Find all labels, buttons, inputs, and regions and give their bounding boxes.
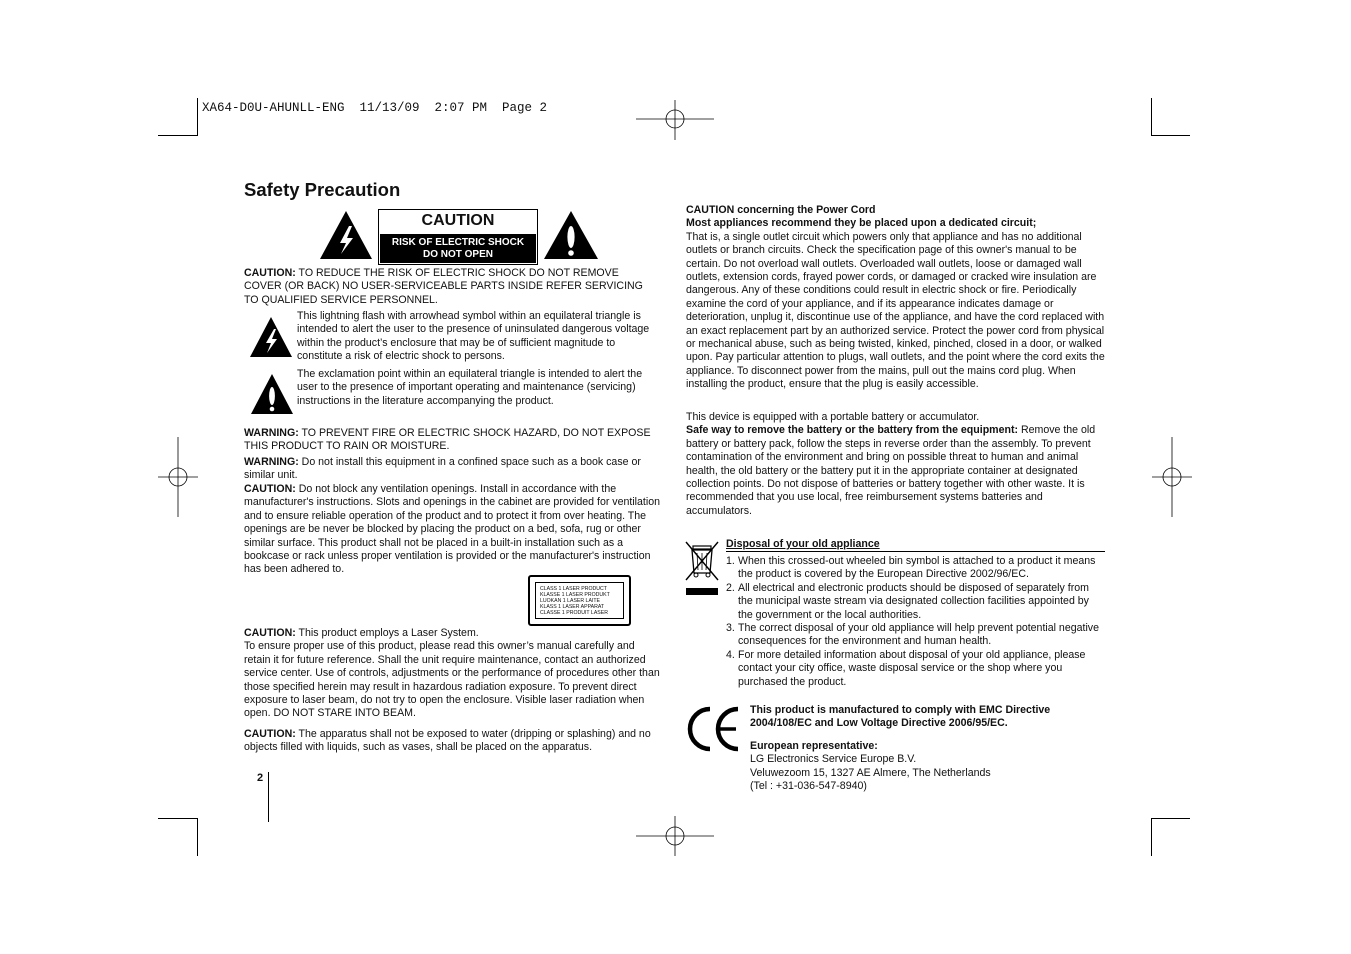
caution-line-2: DO NOT OPEN — [422, 248, 493, 260]
lightning-explanation: This lightning flash with arrowhead symbol within an equilateral triangle is intended to alert the user to the presence of uninsulated dangerous voltage within the product’s enclosure that may be of sufficient magnitude to constitute a risk of electric shock to persons. — [297, 310, 650, 363]
caution-1-label: CAUTION: — [244, 267, 296, 279]
laser-line: LUOKAN 1 LASER LAITE — [540, 597, 600, 604]
caution-3-text: This product employs a Laser System. — [295, 627, 479, 639]
power-cord-section — [686, 204, 1106, 392]
emc-statement: This product is manufactured to comply with EMC Directive 2004/108/EC and Low Voltage Directive 2006/95/EC. — [750, 704, 1051, 730]
disposal-item-text: All electrical and electronic products should be disposed of separately from the municipal waste stream via designated collection facilities appointed by the government or the local authorities. — [738, 581, 1089, 621]
caution-label-box — [378, 209, 538, 265]
disposal-item-number: 4. — [726, 648, 735, 661]
registration-mark-left — [158, 437, 198, 517]
caution-paragraph-4 — [244, 728, 662, 755]
disposal-item — [726, 582, 1106, 622]
ce-mark-icon — [684, 705, 742, 753]
crop-mark — [197, 818, 198, 856]
power-cord-text: That is, a single outlet circuit which powers only that appliance and has no additional outlets or branch circuits. Check the specification page of this owner's manual to be certain. Do not overload wall outlets. Overloaded wall outlets, loose or damaged wall outlets, extension cords, frayed power cords, or damaged or cracked wire insulation are dangerous. Any of these conditions could result in electric shock or fire. Periodically examine the cord of your appliance, and if its appearance indicates damage or deterioration, unplug it, discontinue use of the appliance, and have the cord replaced with an exact replacement part by an authorized service. Protect the power cord from physical or mechanical abuse, such as being twisted, kinked, pinched, closed in a door, or walked upon. Pay particular attention to plugs, wall outlets, and the point where the cord exits the appliance. To disconnect power from the mains, pull out the mains cord plug. When installing the product, ensure that the plug is easily accessible. — [686, 230, 1105, 391]
laser-line: CLASSE 1 PRODUIT LASER — [540, 609, 608, 616]
caution-paragraph-2 — [244, 483, 664, 577]
disposal-item-number: 3. — [726, 622, 735, 635]
laser-class-label — [528, 575, 631, 626]
laser-line: KLASS 1 LASER APPARAT — [540, 603, 605, 610]
battery-paragraph — [686, 424, 1106, 518]
european-representative — [750, 740, 1100, 794]
caution-3-line — [244, 627, 662, 640]
caution-4-text: The apparatus shall not be exposed to water (dripping or splashing) and no objects filled with liquids, such as vases, shall be placed on the apparatus. — [244, 728, 651, 754]
page-number: 2 — [257, 772, 264, 784]
caution-4-label: CAUTION: — [244, 728, 296, 740]
page-edge-line — [268, 772, 269, 822]
crop-mark — [1151, 98, 1152, 136]
disposal-list — [726, 555, 1106, 689]
lightning-triangle-small-icon — [249, 316, 293, 358]
warning-2-text: Do not install this equipment in a confined space such as a book case or similar unit. — [244, 456, 641, 482]
power-cord-subheading: Most appliances recommend they be placed upon a dedicated circuit; — [686, 217, 1037, 230]
crop-mark — [1151, 135, 1190, 136]
disposal-item-text: The correct disposal of your old appliance will help prevent potential negative consequences for the environment and human health. — [738, 622, 1099, 648]
crop-mark — [158, 135, 197, 136]
disposal-item-text: For more detailed information about disposal of your old appliance, please contact your city office, waste disposal service or the shop where you purchased the product. — [738, 648, 1086, 688]
power-cord-heading: CAUTION concerning the Power Cord — [686, 204, 876, 216]
battery-section — [686, 411, 1106, 518]
caution-1-text: TO REDUCE THE RISK OF ELECTRIC SHOCK DO NOT REMOVE COVER (OR BACK) NO USER-SERVICEABLE PARTS INSIDE REFER SERVICING TO QUALIFIED SERVICE PERSONNEL. — [244, 267, 643, 306]
caution-line-1: RISK OF ELECTRIC SHOCK — [391, 237, 525, 248]
warning-1-label: WARNING: — [244, 427, 299, 439]
laser-line: CLASS 1 LASER PRODUCT — [540, 586, 607, 592]
caution-3-label: CAUTION: — [244, 627, 296, 639]
disposal-item-number: 2. — [726, 581, 735, 594]
exclamation-triangle-small-icon — [250, 373, 294, 415]
laser-class-label-inner — [535, 582, 624, 619]
disposal-item-number: 1. — [726, 555, 735, 567]
rep-heading: European representative: — [750, 740, 878, 752]
crop-mark — [158, 818, 197, 819]
laser-line: KLASSE 1 LASER PRODUKT — [540, 591, 610, 598]
exclamation-explanation: The exclamation point within an equilateral triangle is intended to alert the user to the presence of important operating and maintenance (servicing) instructions in the literature accompanying the product. — [297, 368, 643, 407]
caution-paragraph-1 — [244, 267, 659, 307]
warning-paragraph-1 — [244, 427, 659, 454]
battery-label: Safe way to remove the battery or the battery from the equipment: — [686, 424, 1019, 437]
print-slug: XA64-D0U-AHUNLL-ENG 11/13/09 2:07 PM Page 2 — [202, 101, 548, 115]
registration-mark-bottom — [636, 816, 714, 856]
battery-intro: This device is equipped with a portable battery or accumulator. — [686, 411, 980, 423]
caution-paragraph-3 — [244, 627, 662, 721]
rep-line: Veluwezoom 15, 1327 AE Almere, The Netherlands — [750, 766, 991, 779]
battery-text: Remove the old battery or battery pack, follow the steps in reverse order than the assembly. To prevent contamination of the environment and bring on possible threat to human and animal health, the old battery or the battery put it in the appropriate container at designated collection points. Do not dispose of batteries or battery together with other waste. It is recommended that you use local, free reimbursement systems batteries and accumulators. — [686, 424, 1096, 517]
caution-2-label: CAUTION: — [244, 483, 296, 495]
crossed-out-bin-icon — [684, 540, 720, 598]
disposal-item — [726, 622, 1106, 649]
caution-2-text: Do not block any ventilation openings. Install in accordance with the manufacturer's instructions. Slots and openings in the cabinet are provided for ventilation and to ensure reliable operation of the product and to protect it from over heating. The openings are be never be blocked by placing the product on a bed, sofa, rug or other similar surface. This product shall not be placed in a built-in installation such as a bookcase or rack unless proper ventilation is provided or the manufacturer's instruction has been adhered to. — [244, 483, 661, 576]
disposal-list-container — [726, 555, 1106, 689]
crop-mark — [197, 98, 198, 136]
warning-2-label: WARNING: — [244, 456, 299, 468]
registration-mark-top — [636, 100, 714, 140]
crop-mark — [1151, 818, 1152, 856]
exclamation-triangle-icon — [543, 210, 599, 260]
caution-shock-warning — [380, 234, 536, 263]
disposal-item — [726, 649, 1106, 689]
caution-heading: CAUTION — [421, 212, 495, 229]
registration-mark-right — [1152, 437, 1192, 517]
page-title: Safety Precaution — [244, 179, 401, 200]
warning-paragraph-2 — [244, 456, 662, 483]
disposal-item-text: When this crossed-out wheeled bin symbol is attached to a product it means the product is covered by the European Directive 2002/96/EC. — [738, 555, 1096, 581]
rep-line: LG Electronics Service Europe B.V. — [750, 753, 917, 766]
crop-mark — [1151, 818, 1190, 819]
caution-3-body: To ensure proper use of this product, please read this owner’s manual carefully and retain it for future reference. Shall the unit require maintenance, contact an authorized service center. Use of controls, adjustments or the performance of procedures other than those specified herein may result in hazardous radiation exposure. To prevent direct exposure to laser beam, do not try to open the enclosure. Visible laser radiation when open. DO NOT STARE INTO BEAM. — [244, 640, 660, 720]
warning-1-text: TO PREVENT FIRE OR ELECTRIC SHOCK HAZARD, DO NOT EXPOSE THIS PRODUCT TO RAIN OR MOISTURE. — [244, 427, 651, 453]
disposal-heading: Disposal of your old appliance — [726, 538, 1105, 552]
disposal-item — [726, 555, 1106, 582]
rep-line: (Tel : +31-036-547-8940) — [750, 780, 867, 793]
lightning-triangle-icon — [319, 210, 373, 260]
